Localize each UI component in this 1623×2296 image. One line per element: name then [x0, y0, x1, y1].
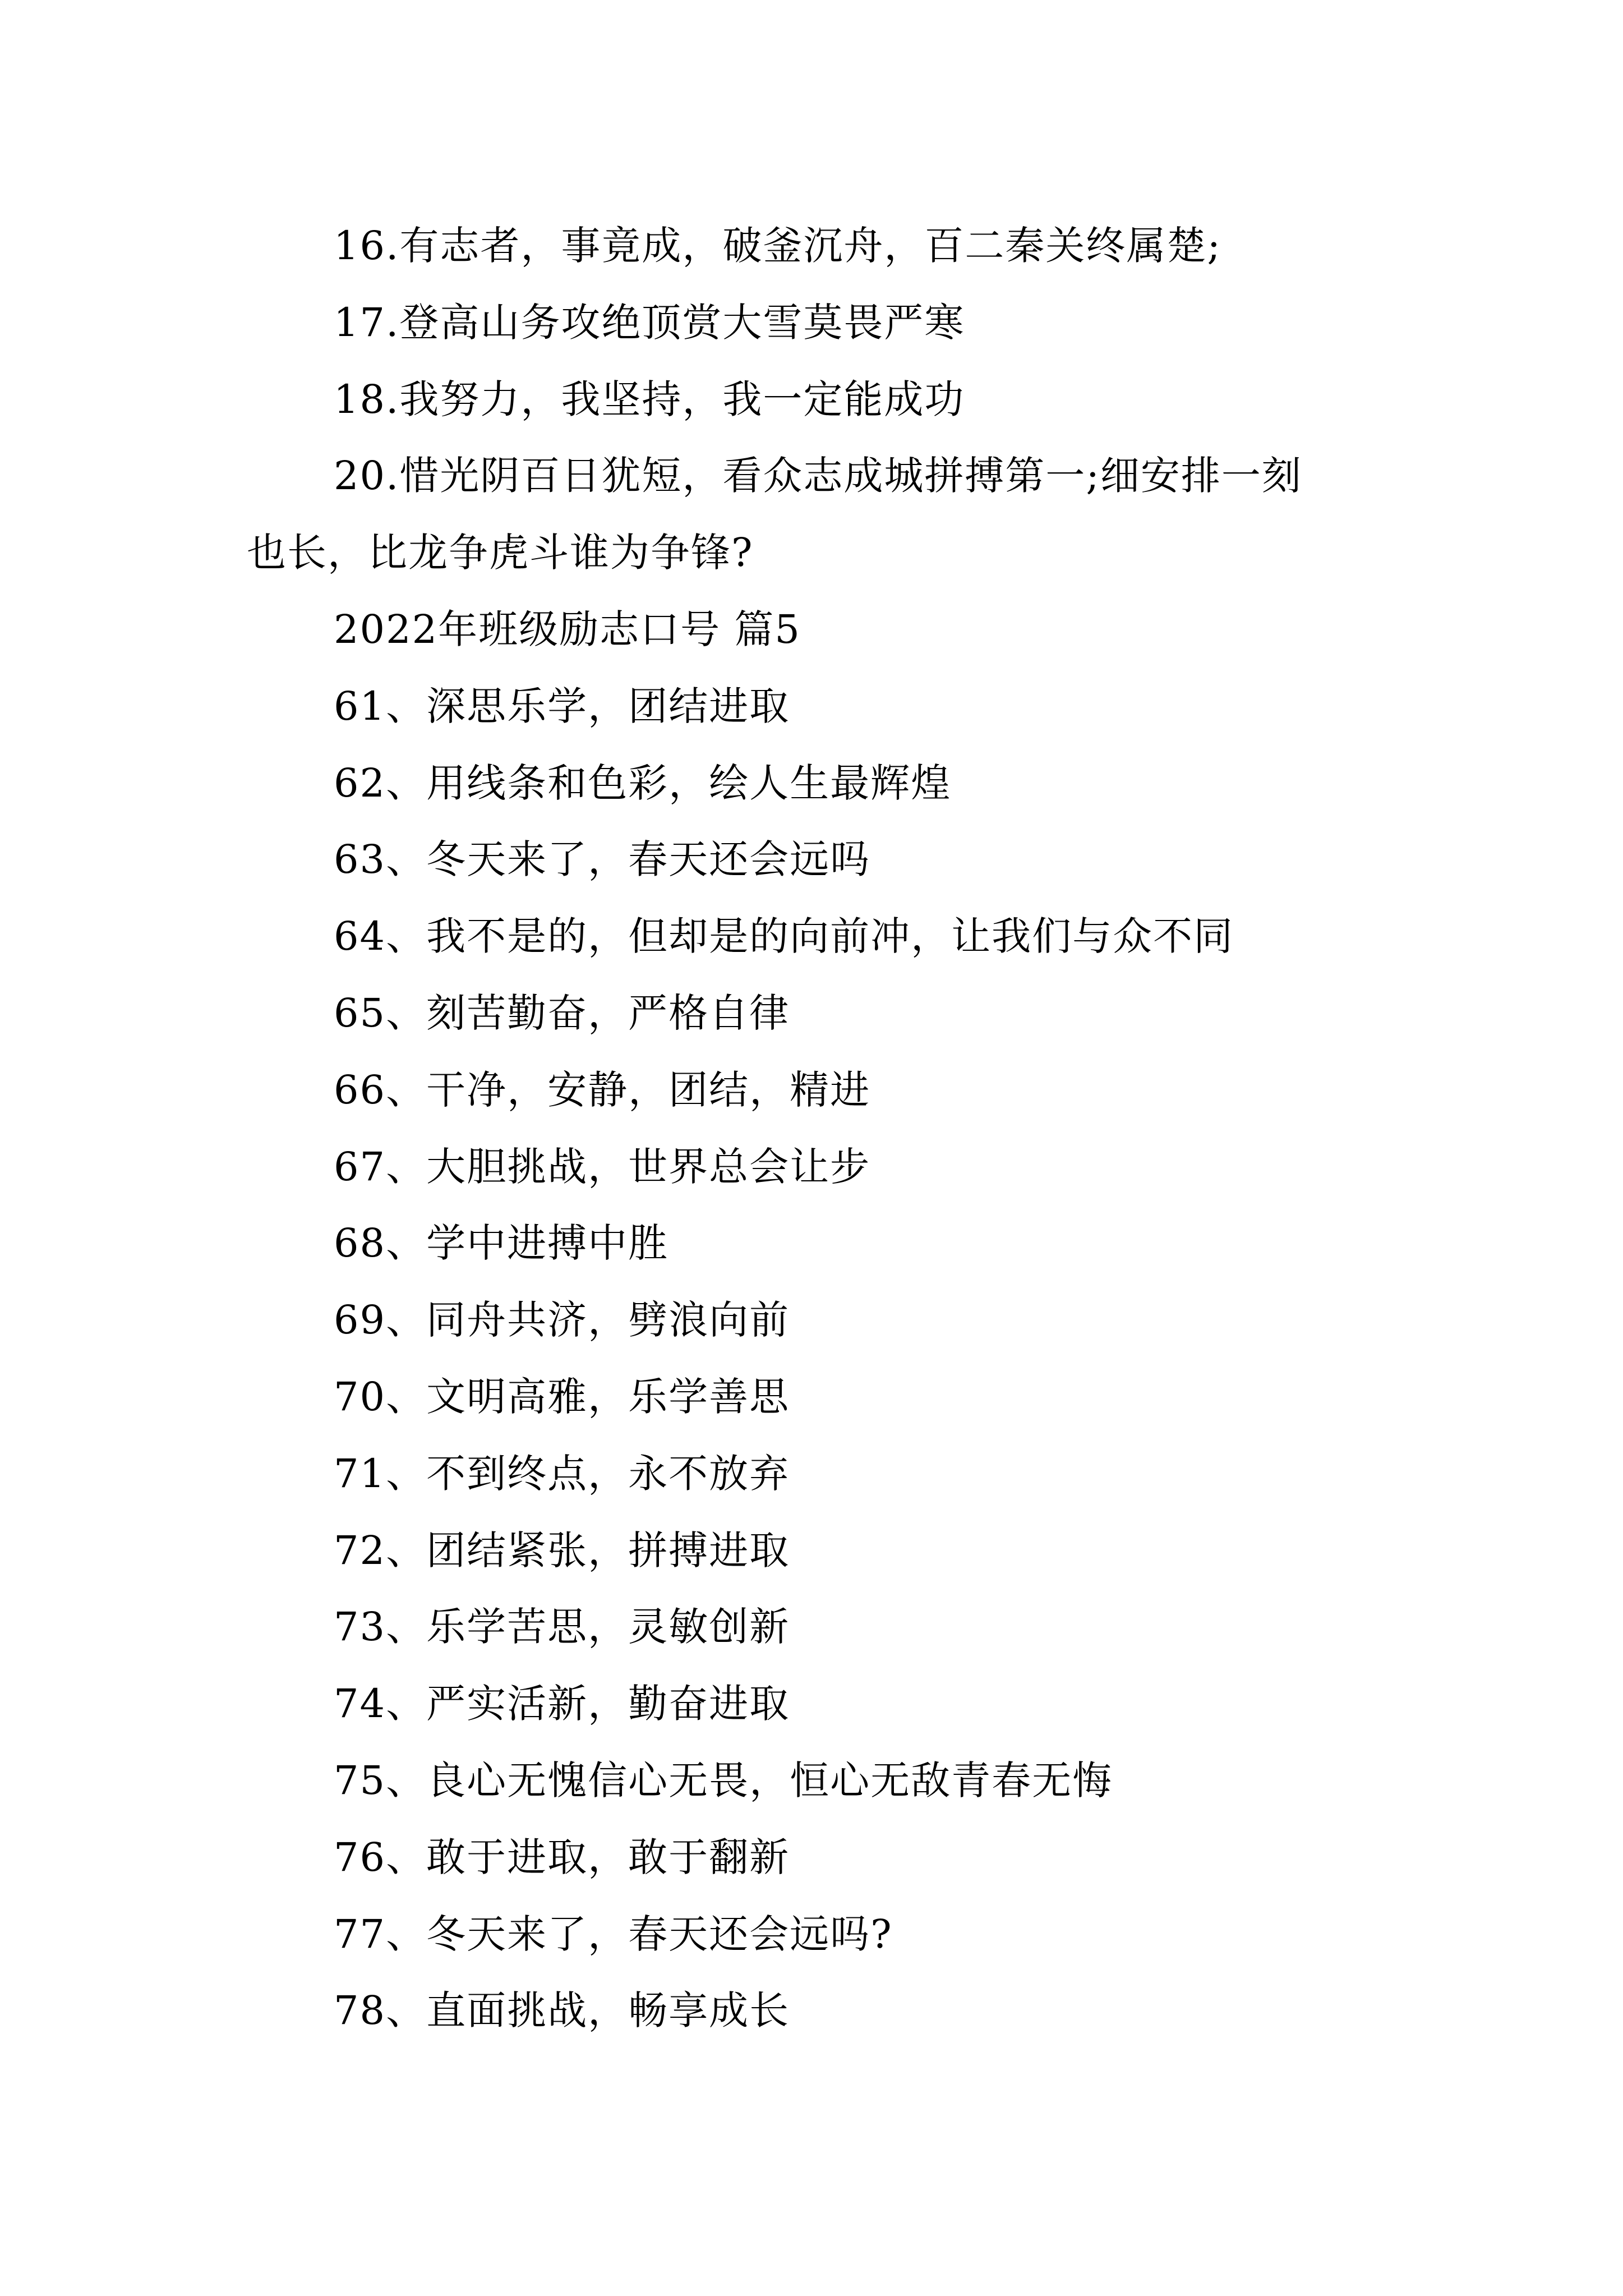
slogan-line: 61、深思乐学，团结进取 [334, 683, 790, 729]
slogan-line: 66、干净，安静，团结，精进 [334, 1066, 871, 1113]
slogan-line: 73、乐学苦思，灵敏创新 [334, 1604, 790, 1650]
slogan-line: 76、敢于进取，敢于翻新 [334, 1834, 790, 1880]
document-body [247, 208, 1413, 2049]
slogan-line: 20.惜光阴百日犹短，看众志成城拼搏第一;细安排一刻 [334, 453, 1302, 499]
slogan-line: 18.我努力，我坚持，我一定能成功 [334, 376, 965, 422]
section-heading: 2022年班级励志口号 篇5 [334, 606, 801, 652]
slogan-line: 71、不到终点，永不放弃 [334, 1450, 790, 1497]
slogan-line: 17.登高山务攻绝顶赏大雪莫畏严寒 [334, 299, 965, 346]
slogan-line: 16.有志者，事竟成，破釜沉舟，百二秦关终属楚; [334, 223, 1221, 269]
slogan-line: 75、良心无愧信心无畏，恒心无敌青春无悔 [334, 1757, 1113, 1803]
slogan-line: 63、冬天来了，春天还会远吗 [334, 836, 871, 883]
slogan-line: 69、同舟共济，劈浪向前 [334, 1297, 790, 1343]
slogan-line: 67、大胆挑战，世界总会让步 [334, 1143, 871, 1190]
slogan-line: 64、我不是的，但却是的向前冲，让我们与众不同 [334, 913, 1234, 960]
slogan-line-continuation: 也长，比龙争虎斗谁为争锋? [247, 530, 754, 576]
slogan-line: 68、学中进搏中胜 [334, 1220, 669, 1267]
slogan-line: 62、用线条和色彩，绘人生最辉煌 [334, 760, 952, 806]
slogan-line: 70、文明高雅，乐学善思 [334, 1373, 790, 1420]
slogan-line: 78、直面挑战，畅享成长 [334, 1987, 790, 2034]
slogan-line: 65、刻苦勤奋，严格自律 [334, 990, 790, 1036]
slogan-line: 72、团结紧张，拼搏进取 [334, 1527, 790, 1573]
slogan-line: 77、冬天来了，春天还会远吗? [334, 1911, 893, 1957]
slogan-line: 74、严实活新，勤奋进取 [334, 1681, 790, 1727]
